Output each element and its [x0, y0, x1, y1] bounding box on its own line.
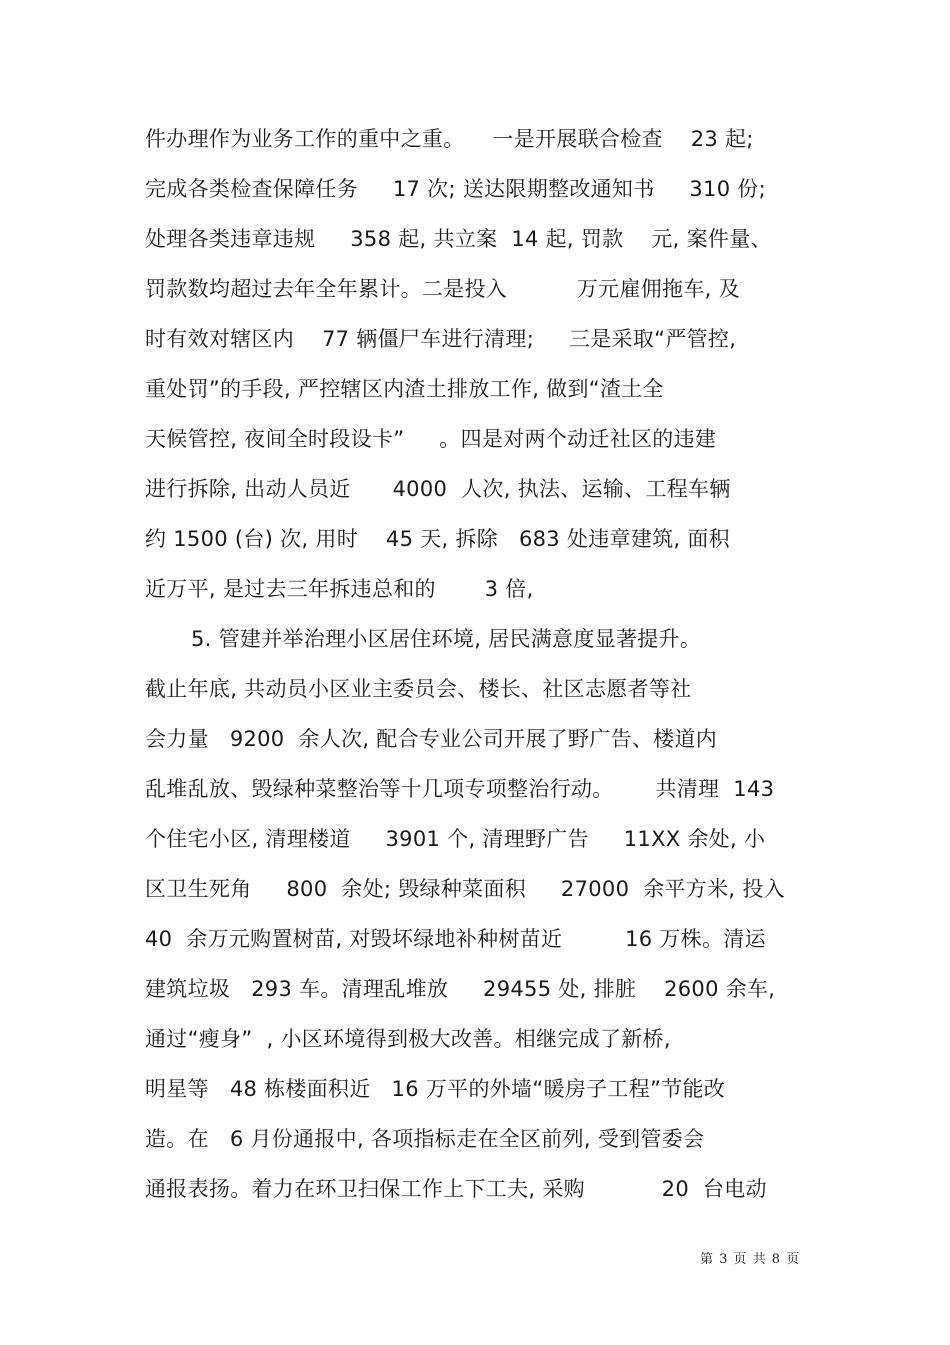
text-line: 完成各类检查保障任务 17 次; 送达限期整改通知书 310 份; [145, 177, 767, 201]
text-line: 近万平, 是过去三年拆违总和的 3 倍, [145, 577, 534, 601]
text-line: 重处罚”的手段, 严控辖区内渣土排放工作, 做到“渣土全 [145, 377, 664, 401]
text-line: 建筑垃圾 293 车。清理乱堆放 29455 处, 排脏 2600 余车, [145, 977, 776, 1001]
text-line: 通报表扬。着力在环卫扫保工作上下工夫, 采购 20 台电动 [145, 1177, 767, 1201]
text-line: 罚款数均超过去年全年累计。二是投入 万元雇佣拖车, 及 [145, 277, 740, 301]
section-heading: 5. 管建并举治理小区居住环境, 居民满意度显著提升。 [191, 627, 702, 651]
text-line: 天候管控, 夜间全时段设卡” 。四是对两个动迁社区的违建 [145, 427, 717, 451]
page-number-footer: 第 3 页 共 8 页 [700, 1252, 801, 1267]
text-line: 个住宅小区, 清理楼道 3901 个, 清理野广告 11XX 余处, 小 [145, 827, 766, 851]
text-line: 件办理作为业务工作的重中之重。 一是开展联合检查 23 起; [145, 127, 754, 151]
text-line: 约 1500 (台) 次, 用时 45 天, 拆除 683 处违章建筑, 面积 [145, 527, 730, 551]
text-line: 截止年底, 共动员小区业主委员会、楼长、社区志愿者等社 [145, 677, 692, 701]
text-line: 通过“瘦身” , 小区环境得到极大改善。相继完成了新桥, [145, 1027, 671, 1051]
text-line: 明星等 48 栋楼面积近 16 万平的外墙“暖房子工程”节能改 [145, 1077, 726, 1101]
text-line: 40 余万元购置树苗, 对毁坏绿地补种树苗近 16 万株。清运 [145, 927, 766, 951]
text-line: 处理各类违章违规 358 起, 共立案 14 起, 罚款 元, 案件量、 [145, 227, 772, 251]
text-line: 区卫生死角 800 余处; 毁绿种菜面积 27000 余平方米, 投入 [145, 877, 785, 901]
text-line: 会力量 9200 余人次, 配合专业公司开展了野广告、楼道内 [145, 727, 718, 751]
text-line: 进行拆除, 出动人员近 4000 人次, 执法、运输、工程车辆 [145, 477, 731, 501]
text-line: 时有效对辖区内 77 辆僵尸车进行清理; 三是采取“严管控, [145, 327, 737, 351]
text-line: 乱堆乱放、毁绿种菜整治等十几项专项整治行动。 共清理 143 [145, 777, 775, 801]
text-line: 造。在 6 月份通报中, 各项指标走在全区前列, 受到管委会 [145, 1127, 705, 1151]
